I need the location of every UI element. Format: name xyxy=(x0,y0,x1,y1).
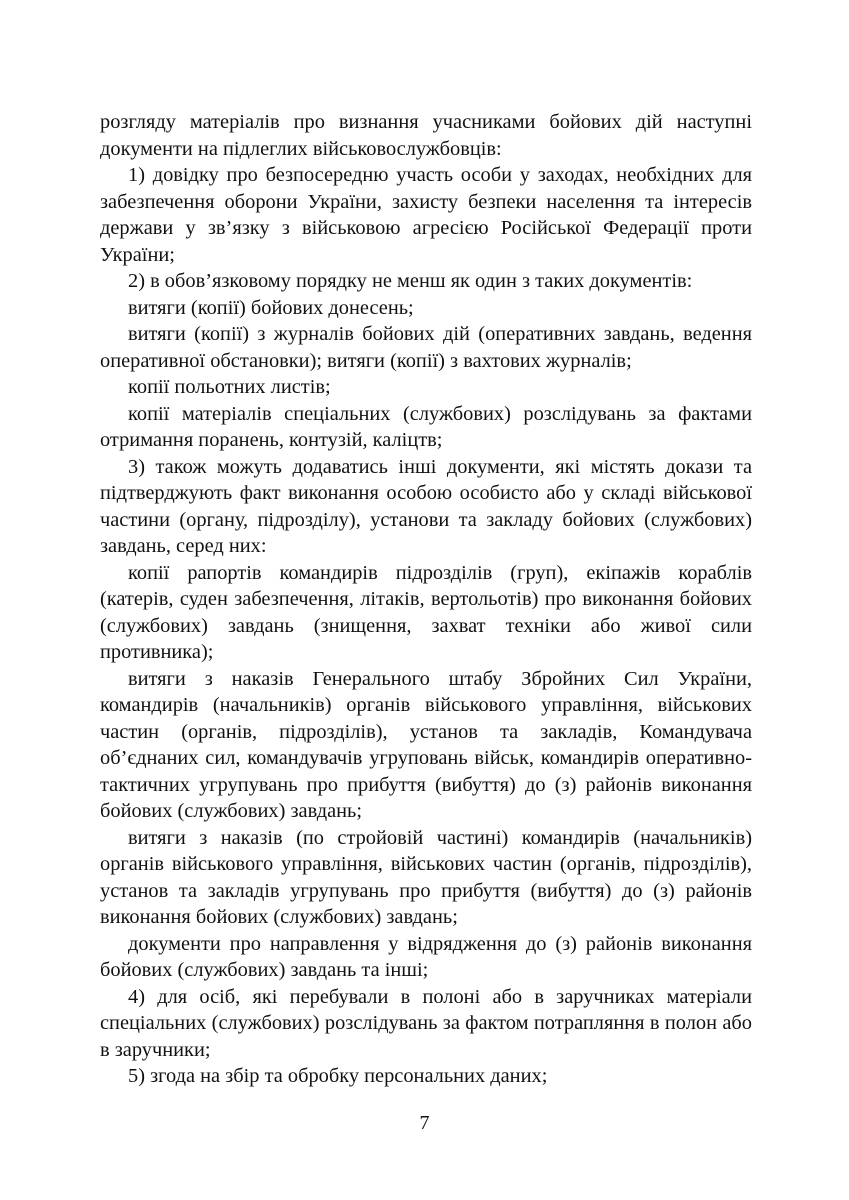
paragraph-travel-documents: документи про направлення у відрядження до (з) районів виконання бойових (службових) завдань та інші; xyxy=(100,932,752,981)
paragraph-item-2: 2) в обов’язковому порядку не менш як один з таких документів: xyxy=(128,270,693,292)
paragraph-item-5: 5) згода на збір та обробку персональних даних; xyxy=(128,1065,548,1087)
paragraph-general-staff-orders: витяги з наказів Генерального штабу Збройних Сил України, командирів (начальників) органів військового управління, військових частин (органів, підрозділів), установ та закладів, Командувача об’єднаних сил, командувачів угруповань військ, командирів оперативно-тактичних угрупувань про прибуття (вибуття) до (з) районів виконання бойових (службових) завдань; xyxy=(100,667,752,822)
paragraph-combat-reports: витяги (копії) бойових донесень; xyxy=(128,296,414,319)
paragraph-commander-reports: копії рапортів командирів підрозділів (груп), екіпажів кораблів (катерів, суден забезпечення, літаків, вертольотів) про виконання бойових (службових) завдань (знищення, захват техніки або живої сили противника); xyxy=(100,561,752,663)
paragraph-item-3: 3) також можуть додаватись інші документи, які містять докази та підтверджують факт виконання особою особисто або у складі військової частини (органу, підрозділу), установи та закладу бойових (службових) завдань, серед них: xyxy=(100,455,752,557)
paragraph-item-4: 4) для осіб, які перебували в полоні або в заручниках матеріали спеціальних (службових) розслідувань за фактом потрапляння в полон або в заручники; xyxy=(100,985,752,1061)
paragraph-investigations: копії матеріалів спеціальних (службових) розслідувань за фактами отримання поранень, контузій, каліцтв; xyxy=(100,402,752,451)
paragraph-flight-sheets: копії польотних листів; xyxy=(128,376,331,398)
document-body xyxy=(100,109,752,1090)
paragraph-combat-logs: витяги (копії) з журналів бойових дій (оперативних завдань, ведення оперативної обстановки); витяги (копії) з вахтових журналів; xyxy=(100,323,752,372)
paragraph-continuation: розгляду матеріалів про визнання учасниками бойових дій наступні документи на підлеглих військовослужбовців: xyxy=(100,111,752,160)
page-number: 7 xyxy=(419,1112,430,1134)
paragraph-item-1: 1) довідку про безпосередню участь особи у заходах, необхідних для забезпечення оборони України, захисту безпеки населення та інтересів держави у зв’язку з військовою агресією Російської Федерації проти України; xyxy=(100,164,752,266)
paragraph-unit-orders: витяги з наказів (по стройовій частині) командирів (начальників) органів військового управління, військових частин (органів, підрозділів), установ та закладів угрупувань про прибуття (вибуття) до (з) районів виконання бойових (службових) завдань; xyxy=(100,826,752,928)
